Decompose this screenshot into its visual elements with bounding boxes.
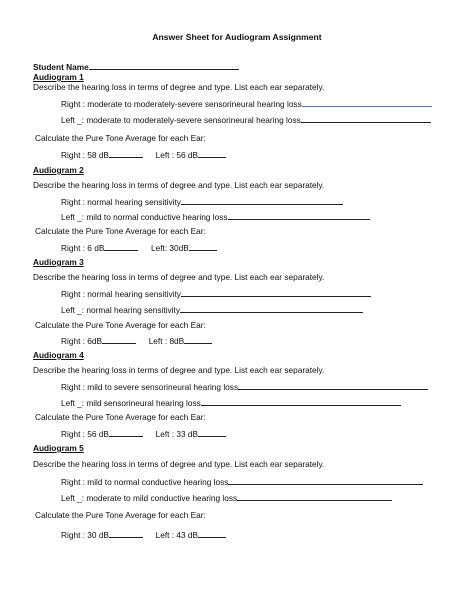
left-pta-blank[interactable] [198, 428, 226, 437]
answer-blank[interactable] [228, 211, 370, 220]
audiogram-1-describe-prompt: Describe the hearing loss in terms of degree and type. List each ear separately. [33, 82, 325, 92]
audiogram-3-pta-prompt: Calculate the Pure Tone Average for each Ear: [35, 320, 206, 330]
answer-blank[interactable] [181, 196, 343, 205]
audiogram-4-pta-prompt: Calculate the Pure Tone Average for each Ear: [35, 412, 206, 422]
left-pta-text: Left : 43 dB [155, 530, 199, 540]
right-pta-text: Right : 56 dB [61, 429, 109, 439]
audiogram-2-heading: Audiogram 2 [33, 165, 84, 175]
audiogram-5-pta-prompt: Calculate the Pure Tone Average for each Ear: [35, 510, 206, 520]
left-pta-blank[interactable] [198, 149, 226, 158]
answer-text: Right : normal hearing sensitivity [61, 197, 181, 207]
audiogram-2-pta-prompt: Calculate the Pure Tone Average for each Ear: [35, 226, 206, 236]
student-name-blank[interactable] [89, 61, 239, 70]
audiogram-3-heading: Audiogram 3 [33, 257, 84, 267]
left-pta-blank[interactable] [189, 242, 217, 251]
left-pta-text: Left : 56 dB [155, 150, 199, 160]
audiogram-5-heading: Audiogram 5 [33, 443, 84, 453]
right-pta-text: Right : 58 dB [61, 150, 109, 160]
audiogram-5-pta-answers [61, 529, 226, 540]
audiogram-3-left-hl [61, 304, 363, 315]
audiogram-1-pta-prompt: Calculate the Pure Tone Average for each Ear: [35, 133, 206, 143]
student-name-label [33, 61, 239, 72]
audiogram-2-right-hl [61, 196, 343, 207]
right-pta-blank[interactable] [109, 149, 143, 158]
page-title: Answer Sheet for Audiogram Assignment [152, 32, 322, 42]
audiogram-3-right-hl [61, 288, 371, 299]
audiogram-1-left-hl [61, 114, 431, 125]
right-pta-text: Right : 6dB [61, 336, 103, 346]
audiogram-1-right-hl [61, 98, 432, 109]
audiogram-1-heading: Audiogram 1 [33, 72, 84, 82]
answer-blank[interactable] [238, 381, 428, 390]
answer-text: Left _: mild sensorineural hearing loss [61, 398, 201, 408]
answer-blank[interactable] [302, 98, 432, 107]
right-pta-text: Right : 6 dB [61, 243, 105, 253]
right-pta-blank[interactable] [104, 242, 138, 251]
answer-text: Right : moderate to moderately-severe sensorineural hearing loss [61, 99, 302, 109]
answer-text: Right : mild to normal conductive hearing loss [61, 477, 229, 487]
audiogram-5-describe-prompt: Describe the hearing loss in terms of degree and type. List each ear separately. [33, 459, 325, 469]
right-pta-blank[interactable] [109, 428, 143, 437]
answer-blank[interactable] [201, 397, 401, 406]
answer-text: Right : normal hearing sensitivity [61, 289, 181, 299]
answer-blank[interactable] [180, 304, 363, 313]
right-pta-blank[interactable] [109, 529, 143, 538]
audiogram-4-describe-prompt: Describe the hearing loss in terms of degree and type. List each ear separately. [33, 365, 325, 375]
answer-text: Left _: moderate to moderately-severe sensorineural hearing loss [61, 115, 301, 125]
audiogram-5-right-hl [61, 476, 423, 487]
audiogram-4-right-hl [61, 381, 428, 392]
answer-blank[interactable] [181, 288, 371, 297]
audiogram-1-pta-answers [61, 149, 226, 160]
answer-blank[interactable] [237, 492, 392, 501]
answer-text: Left _: mild to normal conductive hearing loss [61, 212, 228, 222]
audiogram-2-describe-prompt: Describe the hearing loss in terms of degree and type. List each ear separately. [33, 180, 325, 190]
left-pta-text: Left : 33 dB [155, 429, 199, 439]
audiogram-3-pta-answers [61, 335, 212, 346]
audiogram-4-pta-answers [61, 428, 226, 439]
answer-blank[interactable] [228, 476, 423, 485]
left-pta-blank[interactable] [184, 335, 212, 344]
student-name-text: Student Name [33, 62, 89, 72]
audiogram-2-left-hl [61, 211, 370, 222]
right-pta-text: Right : 30 dB [61, 530, 109, 540]
answer-text: Left _: moderate to mild conductive hearing loss [61, 493, 238, 503]
left-pta-text: Left: 30dB [150, 243, 189, 253]
right-pta-blank[interactable] [102, 335, 136, 344]
audiogram-5-left-hl [61, 492, 392, 503]
audiogram-3-describe-prompt: Describe the hearing loss in terms of degree and type. List each ear separately. [33, 272, 325, 282]
left-pta-text: Left : 8dB [148, 336, 185, 346]
left-pta-blank[interactable] [198, 529, 226, 538]
audiogram-4-left-hl [61, 397, 401, 408]
answer-text: Left _: normal hearing sensitivity [61, 305, 180, 315]
answer-blank[interactable] [301, 114, 431, 123]
audiogram-4-heading: Audiogram 4 [33, 350, 84, 360]
audiogram-2-pta-answers [61, 242, 217, 253]
answer-text: Right : mild to severe sensorineural hearing loss [61, 382, 239, 392]
